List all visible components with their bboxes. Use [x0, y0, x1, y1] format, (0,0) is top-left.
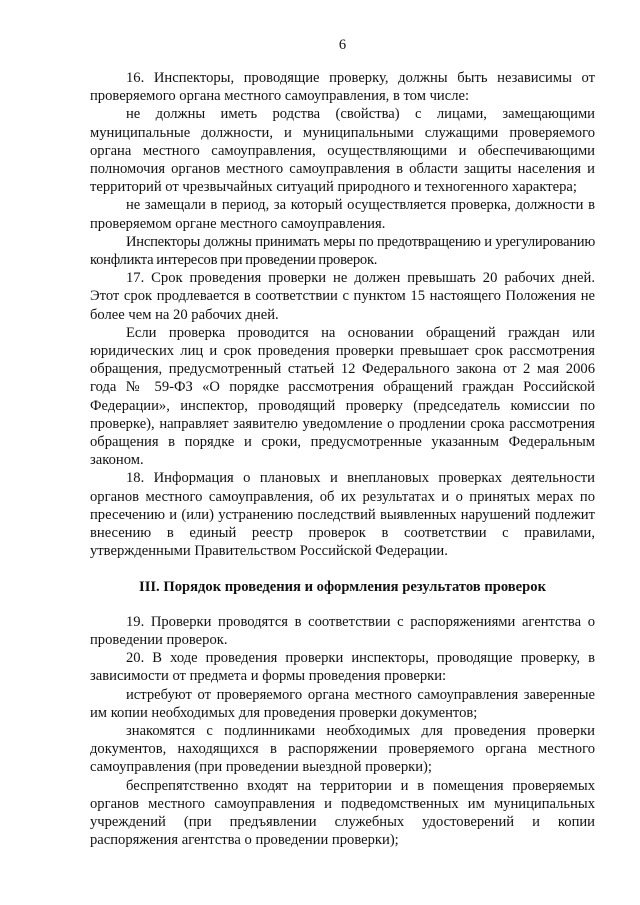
paragraph-19: 19. Проверки проводятся в соответствии с распоряжениями агентства о проведении проверок. [90, 613, 595, 648]
paragraph-17: 17. Срок проведения проверки не должен превышать 20 рабочих дней. Этот срок продлевается в соответствии с пунктом 15 настоящего Положения не более чем на 20 рабочих дней. [90, 270, 595, 323]
document-body [90, 69, 595, 849]
paragraph-16-conflict: Инспекторы должны принимать меры по предотвращению и урегулированию конфликта интересов при проведении проверок. [90, 233, 595, 269]
paragraph-20: 20. В ходе проведения проверки инспекторы, проводящие проверку, в зависимости от предмета и формы проведения проверки: [90, 650, 595, 685]
section-heading: III. Порядок проведения и оформления результатов проверок [139, 579, 546, 596]
paragraph-18: 18. Информация о плановых и внеплановых проверках деятельности органов местного самоуправления, об их результатах и о принятых мерах по пресечению и (или) устранению последствий выявленных нарушений подлежит внесению в единый реестр проверок в соответствии с правилами, утвержденными Правительством Российской Федерации. [90, 470, 595, 560]
paragraph-16: 16. Инспекторы, проводящие проверку, должны быть независимы от проверяемого органа местного самоуправления, в том числе: [90, 70, 595, 105]
paragraph-20-item-access: беспрепятственно входят на территории и в помещения проверяемых органов местного самоуправления и подведомственных им муниципальных учреждений (при предъявлении служебных удостоверений и копии распоряжения агентства о проведении проверки); [90, 777, 595, 849]
page-number: 6 [338, 37, 347, 53]
paragraph-20-item-request: истребуют от проверяемого органа местного самоуправления заверенные им копии необходимых для проведения проверки документов; [90, 686, 595, 721]
paragraph-16-item-relation: не должны иметь родства (свойства) с лицами, замещающими муниципальные должности, и муниципальными служащими проверяемого органа местного самоуправления, осуществляющими и обеспечивающими полномочия органов местного самоуправления в области защиты населения и территорий от чрезвычайных ситуаций природного и техногенного характера; [90, 106, 595, 196]
paragraph-16-item-position: не замещали в период, за который осуществляется проверка, должности в проверяемом органе местного самоуправления. [90, 197, 595, 232]
paragraph-17-extension: Если проверка проводится на основании обращений граждан или юридических лиц и срок проведения проверки превышает срок рассмотрения обращения, предусмотренный статьей 12 Федерального закона от 2 мая 2006 года № 59-ФЗ «О порядке рассмотрения обращений граждан Российской Федерации», инспектор, проводящий проверку (председатель комиссии по проверке), направляет заявителю уведомление о продлении срока рассмотрения обращения в порядке и сроки, предусмотренные указанным Федеральным законом. [90, 324, 595, 469]
paragraph-20-item-review: знакомятся с подлинниками необходимых для проведения проверки документов, находящихся в распоряжении проверяемого органа местного самоуправления (при проведении выездной проверки); [90, 722, 595, 776]
